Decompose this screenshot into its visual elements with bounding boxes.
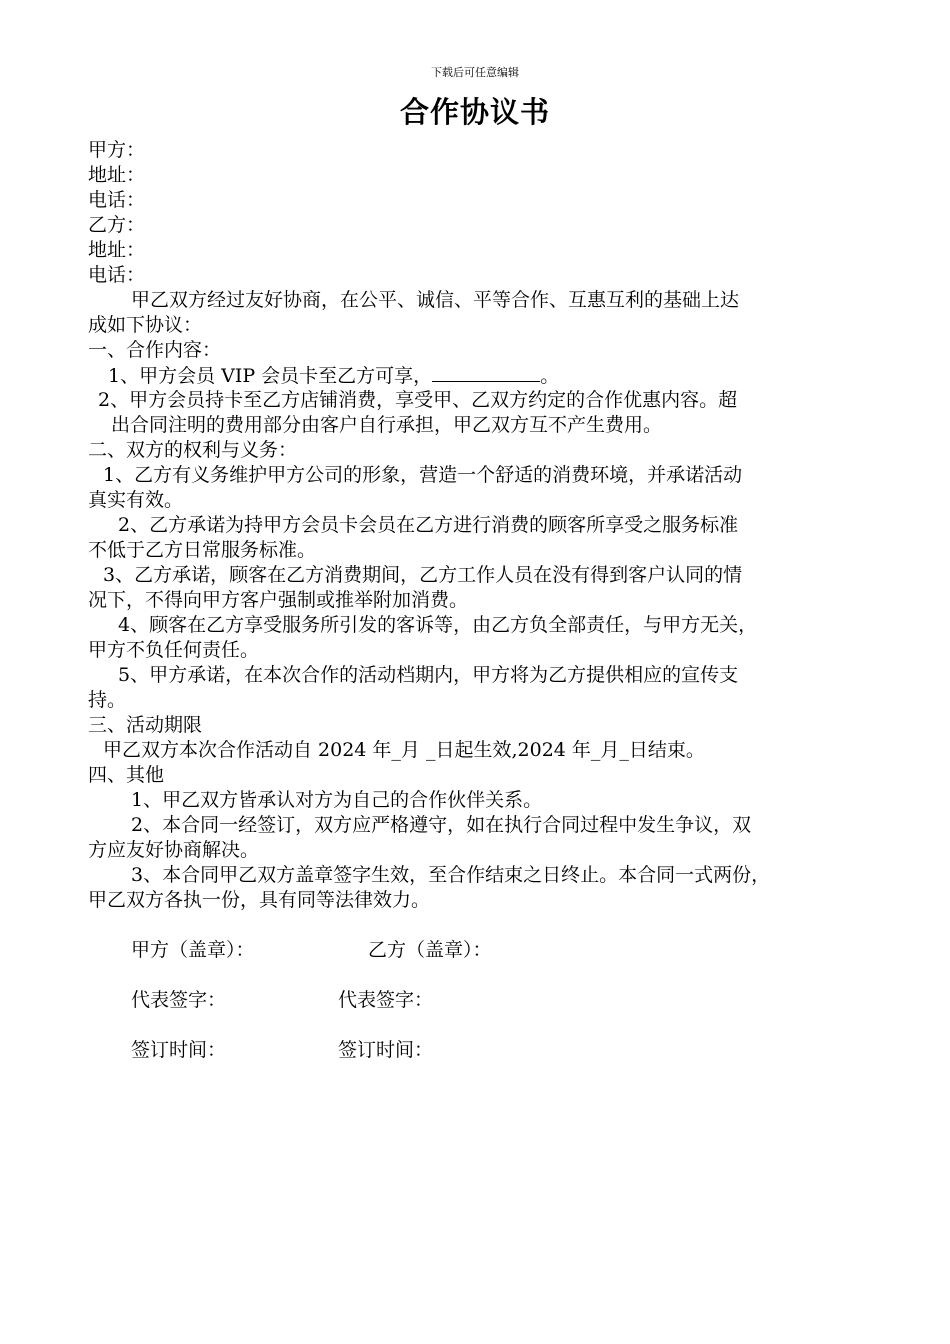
party-b-seal-label: 乙方（盖章）： — [368, 939, 492, 961]
section-4-item-3-line-1: 3、本合同甲乙双方盖章签字生效，至合作结束之日终止。本合同一式两份， — [131, 864, 771, 886]
section-4-item-1: 1、甲乙双方皆承认对方为自己的合作伙伴关系。 — [131, 789, 543, 811]
party-a-label: 甲方： — [88, 139, 146, 161]
section-2-heading: 二、双方的权利与义务： — [88, 439, 298, 461]
section-4-item-2-line-2: 方应友好协商解决。 — [88, 839, 260, 861]
section-2-item-4-line-1: 4、顾客在乙方享受服务所引发的客诉等，由乙方负全部责任，与甲方无关， — [118, 614, 758, 636]
intro-paragraph-line-1: 甲乙双方经过友好协商，在公平、诚信、平等合作、互惠互利的基础上达 — [131, 289, 740, 311]
section-4-item-3-line-2: 甲乙双方各执一份，具有同等法律效力。 — [88, 889, 431, 911]
document-title: 合作协议书 — [399, 95, 550, 129]
fill-in-blank — [432, 363, 540, 382]
section-4-item-2-line-1: 2、本合同一经签订，双方应严格遵守，如在执行合同过程中发生争议，双 — [131, 814, 752, 836]
section-2-item-5-line-2: 持。 — [88, 689, 127, 711]
party-b-label: 乙方： — [88, 214, 146, 236]
section-2-item-2-line-2: 不低于乙方日常服务标准。 — [88, 539, 317, 561]
section-2-item-5-line-1: 5、甲方承诺，在本次合作的活动档期内，甲方将为乙方提供相应的宣传支 — [118, 664, 739, 686]
party-a-phone-label: 电话： — [88, 189, 146, 211]
section-2-item-3-line-1: 3、乙方承诺，顾客在乙方消费期间，乙方工作人员在没有得到客户认同的情 — [103, 564, 743, 586]
section-2-item-4-line-2: 甲方不负任何责任。 — [88, 639, 260, 661]
section-1-item-2-line-2: 出合同注明的费用部分由客户自行承担，甲乙双方互不产生费用。 — [111, 414, 663, 436]
section-1-heading: 一、合作内容： — [88, 339, 222, 361]
section-2-item-1-line-1: 1、乙方有义务维护甲方公司的形象，营造一个舒适的消费环境，并承诺活动 — [103, 464, 743, 486]
section-1-item-1-text: 1、甲方会员 VIP 会员卡至乙方可享， — [108, 365, 433, 387]
party-b-representative-signature-label: 代表签字： — [338, 989, 434, 1011]
section-2-item-2-line-1: 2、乙方承诺为持甲方会员卡会员在乙方进行消费的顾客所享受之服务标准 — [118, 514, 739, 536]
party-a-signing-date-label: 签订时间： — [131, 1039, 227, 1061]
intro-paragraph-line-2: 成如下协议： — [88, 314, 203, 336]
section-3-heading: 三、活动期限 — [88, 714, 203, 736]
party-a-address-label: 地址： — [88, 164, 146, 186]
section-2-item-1-line-2: 真实有效。 — [88, 489, 184, 511]
party-a-seal-label: 甲方（盖章）： — [131, 939, 255, 961]
party-b-address-label: 地址： — [88, 239, 146, 261]
party-b-phone-label: 电话： — [88, 264, 146, 286]
section-1-item-1-end: 。 — [540, 365, 560, 387]
party-b-signing-date-label: 签订时间： — [338, 1039, 434, 1061]
section-1-item-2-line-1: 2、甲方会员持卡至乙方店铺消费，享受甲、乙双方约定的合作优惠内容。超 — [98, 389, 738, 411]
section-1-item-1 — [108, 363, 559, 388]
section-3-body: 甲乙双方本次合作活动自 2024 年_月 _日起生效,2024 年_月_日结束。 — [103, 739, 705, 761]
section-4-heading: 四、其他 — [88, 764, 165, 786]
party-a-representative-signature-label: 代表签字： — [131, 989, 227, 1011]
header-note: 下载后可任意编辑 — [431, 66, 519, 79]
section-2-item-3-line-2: 况下，不得向甲方客户强制或推举附加消费。 — [88, 589, 469, 611]
